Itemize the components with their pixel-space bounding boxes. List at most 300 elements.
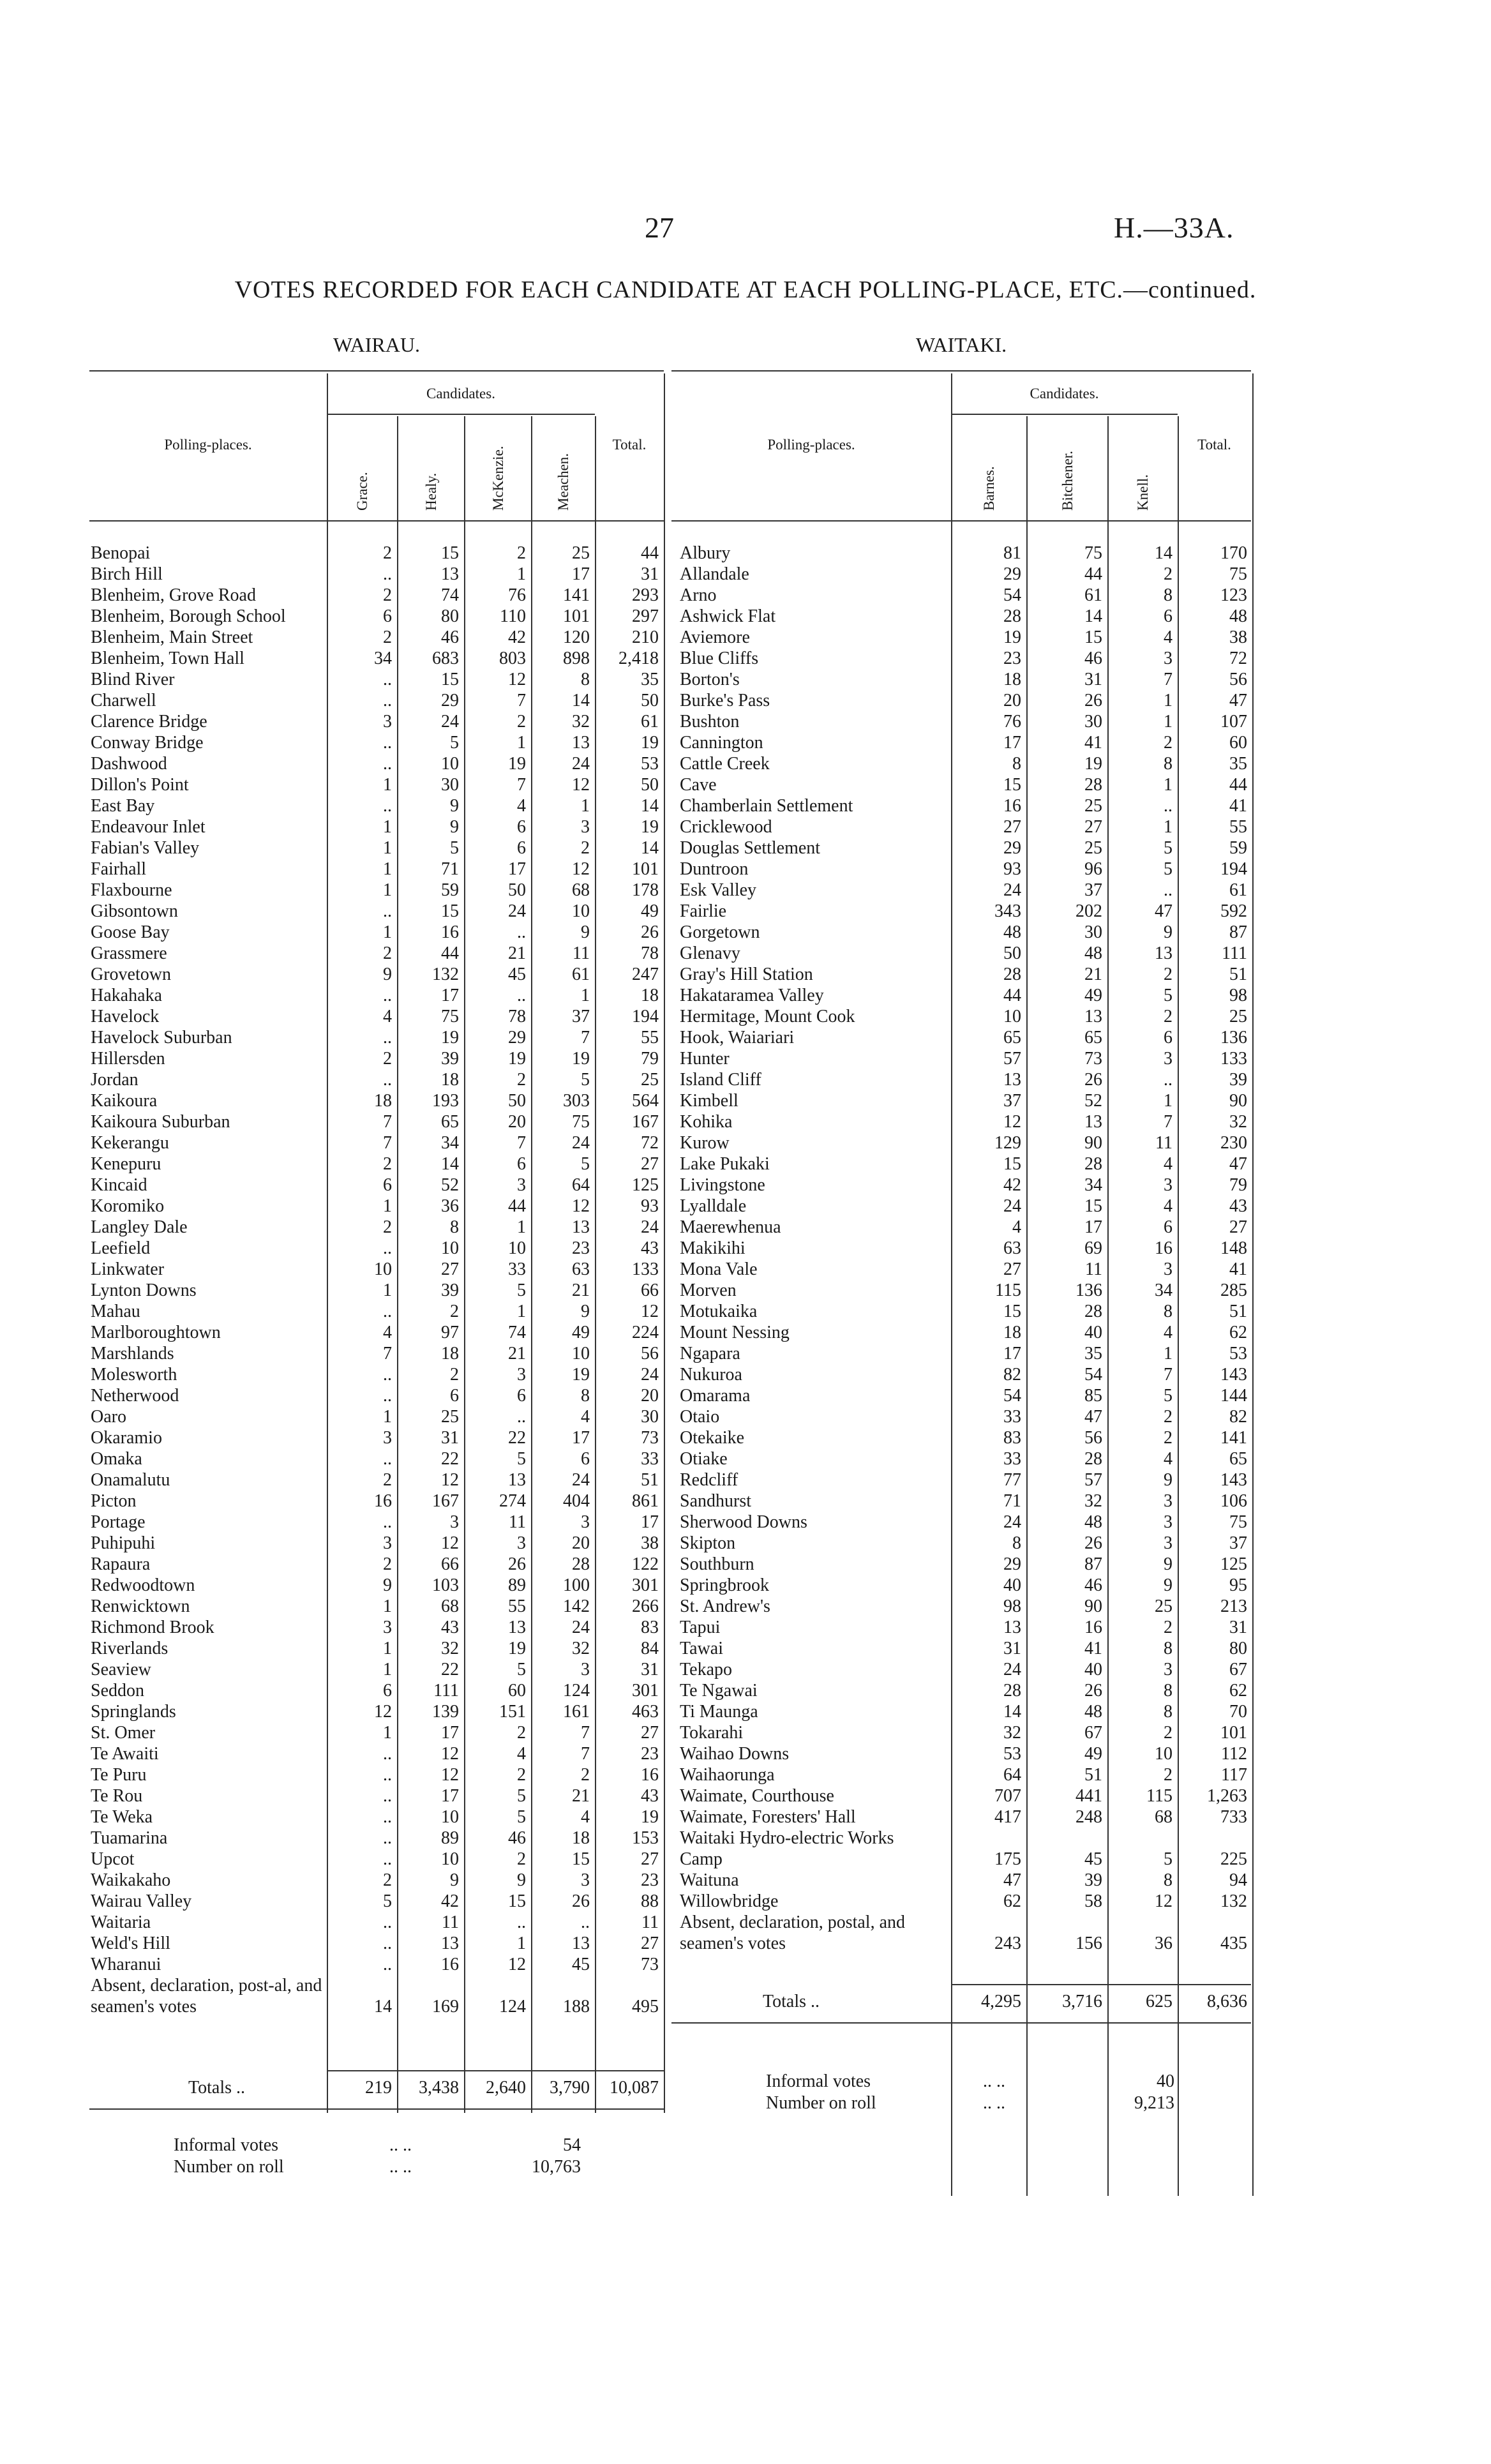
wairau-cell: 39 xyxy=(441,1049,459,1069)
wairau-cell: 5 xyxy=(383,1891,392,1911)
waitaki-cell: 40 xyxy=(1084,1660,1102,1679)
wairau-bottom-rule xyxy=(89,2108,664,2110)
waitaki-row xyxy=(0,1364,1491,1385)
wairau-cell: 23 xyxy=(641,1870,659,1890)
waitaki-cell: 44 xyxy=(1229,775,1247,795)
waitaki-cell: 194 xyxy=(1220,859,1247,879)
waitaki-row xyxy=(0,732,1491,753)
wairau-polling-place: Lynton Downs xyxy=(91,1281,197,1300)
waitaki-row xyxy=(0,922,1491,943)
waitaki-polling-place: Cricklewood xyxy=(680,817,772,837)
waitaki-polling-place: Waitaki Hydro-electric Works Camp xyxy=(680,1828,894,1869)
waitaki-polling-place: Nukuroa xyxy=(680,1365,742,1385)
wairau-cell: 1 xyxy=(581,796,590,816)
wairau-cell: 17 xyxy=(572,1428,590,1448)
waitaki-cell: 2 xyxy=(1164,1407,1173,1427)
wairau-cell: 7 xyxy=(517,691,526,710)
wairau-cell: 36 xyxy=(441,1196,459,1216)
wairau-polling-place: Waikakaho xyxy=(91,1870,171,1890)
waitaki-row xyxy=(0,1111,1491,1132)
wairau-cell: .. xyxy=(517,1407,526,1427)
waitaki-cell: 68 xyxy=(1155,1807,1173,1827)
wairau-cell: 49 xyxy=(641,901,659,921)
waitaki-header-rule xyxy=(671,520,1251,522)
waitaki-cell: 46 xyxy=(1084,649,1102,668)
waitaki-cell: 41 xyxy=(1229,1259,1247,1279)
wairau-cell: 7 xyxy=(581,1723,590,1743)
wairau-roll-dots: .. .. xyxy=(389,2157,412,2177)
waitaki-cell: 117 xyxy=(1221,1765,1247,1785)
wairau-cell: .. xyxy=(383,1955,392,1974)
wairau-cell: 5 xyxy=(517,1786,526,1806)
wairau-cell: 2 xyxy=(517,712,526,732)
wairau-cell: 10 xyxy=(441,1238,459,1258)
waitaki-cell: 39 xyxy=(1084,1870,1102,1890)
waitaki-cell: 98 xyxy=(1003,1596,1021,1616)
waitaki-polling-place: Springbrook xyxy=(680,1575,769,1595)
waitaki-polling-place: Cattle Creek xyxy=(680,754,770,774)
waitaki-cell: 94 xyxy=(1229,1870,1247,1890)
waitaki-polling-place: Mona Vale xyxy=(680,1259,758,1279)
wairau-cell: 24 xyxy=(441,712,459,732)
wairau-cell: 1 xyxy=(517,564,526,584)
wairau-polling-place: Charwell xyxy=(91,691,156,710)
wairau-cell: 93 xyxy=(641,1196,659,1216)
waitaki-cell: 53 xyxy=(1003,1744,1021,1764)
wairau-cell: 5 xyxy=(517,1281,526,1300)
waitaki-cell: 17 xyxy=(1003,733,1021,753)
wairau-cell: 3 xyxy=(450,1512,459,1532)
waitaki-cell: 6 xyxy=(1164,606,1173,626)
wairau-cell: 6 xyxy=(517,1154,526,1174)
wairau-cell: 12 xyxy=(441,1470,459,1490)
waitaki-cell: 8 xyxy=(1164,1302,1173,1321)
wairau-polling-place: Langley Dale xyxy=(91,1217,188,1237)
wairau-cell: 12 xyxy=(572,859,590,879)
wairau-cell: 9 xyxy=(450,817,459,837)
waitaki-cell: 8 xyxy=(1164,1639,1173,1658)
wairau-polling-place: Grovetown xyxy=(91,965,171,984)
wairau-cell: 9 xyxy=(383,965,392,984)
wairau-cell: 49 xyxy=(572,1323,590,1342)
waitaki-row xyxy=(0,774,1491,795)
wairau-cell: 24 xyxy=(508,901,526,921)
waitaki-row xyxy=(0,1891,1491,1912)
wairau-cell: .. xyxy=(383,1449,392,1469)
waitaki-polling-place: Waihao Downs xyxy=(680,1744,790,1764)
waitaki-cell: 4 xyxy=(1164,1323,1173,1342)
waitaki-polling-place: Hermitage, Mount Cook xyxy=(680,1007,855,1026)
waitaki-row xyxy=(0,564,1491,585)
waitaki-cell: 6 xyxy=(1164,1217,1173,1237)
wairau-cell: 21 xyxy=(572,1281,590,1300)
waitaki-cell: 28 xyxy=(1003,965,1021,984)
waitaki-cell: 27 xyxy=(1229,1217,1247,1237)
wairau-header-rule xyxy=(89,520,664,522)
waitaki-cell: 49 xyxy=(1084,1744,1102,1764)
waitaki-cell: 52 xyxy=(1084,1091,1102,1111)
wairau-cell: 120 xyxy=(563,627,590,647)
waitaki-totals-label: Totals .. xyxy=(763,1992,820,2011)
wairau-cell: 18 xyxy=(441,1070,459,1090)
wairau-cell: 5 xyxy=(517,1660,526,1679)
wairau-cell: 30 xyxy=(441,775,459,795)
wairau-polling-place: Hakahaka xyxy=(91,986,162,1005)
wairau-cell: 24 xyxy=(641,1217,659,1237)
waitaki-row xyxy=(0,1280,1491,1301)
wairau-cell: 3 xyxy=(383,1428,392,1448)
waitaki-row xyxy=(0,1132,1491,1153)
wairau-cell: 11 xyxy=(573,943,590,963)
waitaki-cell: 75 xyxy=(1084,543,1102,563)
wairau-polling-place: Kenepuru xyxy=(91,1154,161,1174)
waitaki-cell: 2 xyxy=(1164,733,1173,753)
waitaki-polling-place: Tapui xyxy=(680,1618,721,1637)
waitaki-cell: 28 xyxy=(1084,775,1102,795)
waitaki-cell: 31 xyxy=(1003,1639,1021,1658)
waitaki-row xyxy=(0,901,1491,922)
waitaki-cell: 17 xyxy=(1003,1344,1021,1363)
wairau-cell: 1 xyxy=(517,1217,526,1237)
waitaki-polling-place: Lake Pukaki xyxy=(680,1154,770,1174)
wairau-polling-places-header: Polling-places. xyxy=(164,437,252,453)
wairau-cell: 66 xyxy=(641,1281,659,1300)
wairau-cell: 139 xyxy=(432,1702,459,1722)
wairau-cell: 169 xyxy=(432,1997,459,2017)
wairau-cell: 7 xyxy=(383,1344,392,1363)
waitaki-cell: 60 xyxy=(1229,733,1247,753)
wairau-polling-place: Riverlands xyxy=(91,1639,169,1658)
wairau-cell: 11 xyxy=(442,1912,459,1932)
wairau-cell: 3 xyxy=(581,817,590,837)
wairau-polling-place: Blenheim, Grove Road xyxy=(91,585,256,605)
wairau-cell: 19 xyxy=(641,1807,659,1827)
waitaki-cell: 9 xyxy=(1164,1470,1173,1490)
waitaki-row xyxy=(0,690,1491,711)
wairau-cell: 43 xyxy=(441,1618,459,1637)
wairau-cell: 10 xyxy=(441,754,459,774)
wairau-cell: 10 xyxy=(572,1344,590,1363)
waitaki-cell: 71 xyxy=(1003,1491,1021,1511)
wairau-cell: 266 xyxy=(632,1596,659,1616)
wairau-polling-place: Leefield xyxy=(91,1238,151,1258)
wairau-cell: 20 xyxy=(508,1112,526,1132)
wairau-cell: 293 xyxy=(632,585,659,605)
wairau-row xyxy=(0,1975,1491,2017)
waitaki-cell: 3 xyxy=(1164,1660,1173,1679)
waitaki-cell: 47 xyxy=(1003,1870,1021,1890)
waitaki-cell: 202 xyxy=(1075,901,1102,921)
waitaki-polling-place: Motukaika xyxy=(680,1302,758,1321)
wairau-cell: 18 xyxy=(572,1828,590,1848)
waitaki-cell: 26 xyxy=(1084,1070,1102,1090)
waitaki-cell: 36 xyxy=(1155,1934,1173,1953)
waitaki-total-value: 4,295 xyxy=(981,1992,1021,2011)
wairau-cell: 6 xyxy=(517,817,526,837)
wairau-cell: 19 xyxy=(441,1028,459,1048)
waitaki-polling-place: Lyalldale xyxy=(680,1196,747,1216)
waitaki-cell: 144 xyxy=(1220,1386,1247,1406)
waitaki-cell: 4 xyxy=(1164,627,1173,647)
waitaki-cell: 24 xyxy=(1003,1196,1021,1216)
waitaki-polling-place: Waimate, Courthouse xyxy=(680,1786,834,1806)
waitaki-cell: 16 xyxy=(1155,1238,1173,1258)
waitaki-cell: 285 xyxy=(1220,1281,1247,1300)
waitaki-cell: 4 xyxy=(1164,1154,1173,1174)
waitaki-cell: 156 xyxy=(1075,1934,1102,1953)
wairau-polling-place: Weld's Hill xyxy=(91,1934,170,1953)
waitaki-cell: 48 xyxy=(1084,1512,1102,1532)
waitaki-row xyxy=(0,1722,1491,1743)
waitaki-row xyxy=(0,1069,1491,1090)
wairau-cell: 7 xyxy=(517,775,526,795)
wairau-totals-rule xyxy=(327,2070,664,2071)
waitaki-cell: 27 xyxy=(1003,1259,1021,1279)
waitaki-cell: 83 xyxy=(1003,1428,1021,1448)
waitaki-cell: .. xyxy=(1164,796,1173,816)
wairau-cell: 5 xyxy=(517,1449,526,1469)
wairau-cell: 27 xyxy=(641,1934,659,1953)
wairau-cell: 78 xyxy=(641,943,659,963)
wairau-polling-place: Seddon xyxy=(91,1681,144,1701)
wairau-total-value: 2,640 xyxy=(486,2078,526,2098)
waitaki-polling-place: Southburn xyxy=(680,1554,754,1574)
waitaki-polling-place: Makikihi xyxy=(680,1238,746,1258)
waitaki-row xyxy=(0,1912,1491,1954)
wairau-cell: 124 xyxy=(499,1997,526,2017)
waitaki-polling-place: Tokarahi xyxy=(680,1723,744,1743)
waitaki-cell: 48 xyxy=(1003,922,1021,942)
waitaki-polling-place: Arno xyxy=(680,585,717,605)
waitaki-cell: 46 xyxy=(1084,1575,1102,1595)
waitaki-polling-place: Douglas Settlement xyxy=(680,838,821,858)
waitaki-cell: 41 xyxy=(1084,1639,1102,1658)
wairau-cell: 22 xyxy=(508,1428,526,1448)
wairau-cell: 26 xyxy=(641,922,659,942)
wairau-cell: 1 xyxy=(383,1196,392,1216)
wairau-cell: .. xyxy=(383,670,392,689)
waitaki-cell: 57 xyxy=(1084,1470,1102,1490)
waitaki-cell: 48 xyxy=(1084,943,1102,963)
wairau-polling-place: Birch Hill xyxy=(91,564,163,584)
waitaki-cell: 82 xyxy=(1003,1365,1021,1385)
wairau-cell: 20 xyxy=(641,1386,659,1406)
waitaki-polling-place: Te Ngawai xyxy=(680,1681,758,1701)
wairau-cell: 29 xyxy=(508,1028,526,1048)
wairau-cell: 78 xyxy=(508,1007,526,1026)
wairau-cell: 24 xyxy=(572,1133,590,1153)
waitaki-row xyxy=(0,1406,1491,1427)
wairau-totals-label: Totals .. xyxy=(188,2078,246,2098)
wairau-cell: 19 xyxy=(508,1639,526,1658)
waitaki-cell: 5 xyxy=(1164,1849,1173,1869)
wairau-cell: 52 xyxy=(441,1175,459,1195)
waitaki-cell: 15 xyxy=(1003,775,1021,795)
waitaki-cell: 733 xyxy=(1220,1807,1247,1827)
wairau-cell: 76 xyxy=(508,585,526,605)
waitaki-cell: 55 xyxy=(1229,817,1247,837)
waitaki-cell: 2 xyxy=(1164,1765,1173,1785)
waitaki-cell: 18 xyxy=(1003,1323,1021,1342)
waitaki-row xyxy=(0,795,1491,816)
waitaki-cell: 1 xyxy=(1164,775,1173,795)
wairau-cell: 1 xyxy=(383,1639,392,1658)
waitaki-candidate-barnes: Barnes. xyxy=(981,466,997,511)
wairau-cell: 6 xyxy=(383,1175,392,1195)
wairau-polling-place: Dillon's Point xyxy=(91,775,189,795)
waitaki-cell: 40 xyxy=(1003,1575,1021,1595)
wairau-cell: 122 xyxy=(632,1554,659,1574)
waitaki-cell: 48 xyxy=(1229,606,1247,626)
wairau-cell: 6 xyxy=(383,606,392,626)
wairau-cell: 9 xyxy=(517,1870,526,1890)
waitaki-cell: 115 xyxy=(995,1281,1021,1300)
wairau-polling-place: Blenheim, Borough School xyxy=(91,606,286,626)
waitaki-cell: 5 xyxy=(1164,986,1173,1005)
waitaki-cell: 25 xyxy=(1084,796,1102,816)
wairau-cell: 17 xyxy=(441,1786,459,1806)
waitaki-cell: 1 xyxy=(1164,817,1173,837)
waitaki-cell: 1 xyxy=(1164,1344,1173,1363)
waitaki-cell: 28 xyxy=(1084,1302,1102,1321)
wairau-cell: 50 xyxy=(508,880,526,900)
wairau-cell: 6 xyxy=(450,1386,459,1406)
waitaki-cell: 87 xyxy=(1229,922,1247,942)
wairau-total-value: 3,790 xyxy=(550,2078,590,2098)
wairau-cell: .. xyxy=(383,986,392,1005)
wairau-cell: 19 xyxy=(572,1365,590,1385)
waitaki-total-value: 8,636 xyxy=(1207,1992,1247,2011)
waitaki-row xyxy=(0,1153,1491,1175)
wairau-cell: 8 xyxy=(450,1217,459,1237)
waitaki-polling-place: Waituna xyxy=(680,1870,739,1890)
wairau-cell: 71 xyxy=(441,859,459,879)
wairau-polling-place: Te Awaiti xyxy=(91,1744,159,1764)
waitaki-roll-dots: .. .. xyxy=(983,2093,1005,2113)
waitaki-cell: 15 xyxy=(1084,1196,1102,1216)
wairau-cell: 39 xyxy=(441,1281,459,1300)
wairau-cell: 7 xyxy=(383,1112,392,1132)
waitaki-row xyxy=(0,1617,1491,1638)
wairau-cell: 6 xyxy=(383,1681,392,1701)
waitaki-row xyxy=(0,816,1491,838)
wairau-polling-place: Onamalutu xyxy=(91,1470,170,1490)
wairau-cell: 46 xyxy=(508,1828,526,1848)
wairau-cell: 3 xyxy=(581,1512,590,1532)
waitaki-cell: 8 xyxy=(1164,1870,1173,1890)
wairau-cell: .. xyxy=(581,1912,590,1932)
waitaki-cell: 148 xyxy=(1220,1238,1247,1258)
wairau-cell: 2 xyxy=(383,627,392,647)
waitaki-cell: 42 xyxy=(1003,1175,1021,1195)
waitaki-cell: 73 xyxy=(1084,1049,1102,1069)
waitaki-cell: 5 xyxy=(1164,838,1173,858)
wairau-cell: 32 xyxy=(572,1639,590,1658)
waitaki-cell: 230 xyxy=(1220,1133,1247,1153)
wairau-cell: 14 xyxy=(441,1154,459,1174)
waitaki-row xyxy=(0,543,1491,564)
wairau-cell: 13 xyxy=(508,1470,526,1490)
waitaki-cell: 28 xyxy=(1003,606,1021,626)
waitaki-cell: 37 xyxy=(1084,880,1102,900)
wairau-polling-place: Dashwood xyxy=(91,754,167,774)
wairau-cell: .. xyxy=(383,1238,392,1258)
wairau-cell: 61 xyxy=(641,712,659,732)
wairau-cell: 38 xyxy=(641,1533,659,1553)
wairau-polling-place: St. Omer xyxy=(91,1723,156,1743)
wairau-polling-place: East Bay xyxy=(91,796,155,816)
waitaki-cell: 15 xyxy=(1003,1154,1021,1174)
wairau-polling-place: Okaramio xyxy=(91,1428,162,1448)
wairau-cell: .. xyxy=(383,1302,392,1321)
wairau-cell: 898 xyxy=(563,649,590,668)
waitaki-cell: 16 xyxy=(1003,796,1021,816)
wairau-cell: 110 xyxy=(500,606,526,626)
waitaki-cell: 13 xyxy=(1155,943,1173,963)
waitaki-cell: 7 xyxy=(1164,1365,1173,1385)
wairau-cell: 15 xyxy=(441,670,459,689)
waitaki-cell: 707 xyxy=(994,1786,1021,1806)
wairau-cell: .. xyxy=(383,1912,392,1932)
wairau-cell: 495 xyxy=(632,1997,659,2017)
wairau-cell: 2 xyxy=(383,1870,392,1890)
waitaki-top-rule xyxy=(671,370,1251,372)
waitaki-cell: 67 xyxy=(1229,1660,1247,1679)
waitaki-candidates-rule xyxy=(951,414,1178,415)
wairau-cell: 463 xyxy=(632,1702,659,1722)
waitaki-polling-place: Sherwood Downs xyxy=(680,1512,807,1532)
waitaki-row xyxy=(0,606,1491,627)
wairau-cell: 17 xyxy=(641,1512,659,1532)
wairau-cell: 43 xyxy=(641,1786,659,1806)
wairau-cell: 89 xyxy=(508,1575,526,1595)
waitaki-polling-place: Tekapo xyxy=(680,1660,733,1679)
waitaki-polling-place: Mount Nessing xyxy=(680,1323,790,1342)
wairau-cell: 17 xyxy=(441,1723,459,1743)
waitaki-polling-place: Otaio xyxy=(680,1407,720,1427)
wairau-cell: 10 xyxy=(374,1259,392,1279)
wairau-cell: 141 xyxy=(563,585,590,605)
waitaki-row xyxy=(0,1343,1491,1364)
waitaki-cell: 51 xyxy=(1229,965,1247,984)
wairau-cell: 10 xyxy=(572,901,590,921)
wairau-total-value: 10,087 xyxy=(610,2078,659,2098)
waitaki-cell: 65 xyxy=(1003,1028,1021,1048)
waitaki-row xyxy=(0,1301,1491,1322)
waitaki-cell: 38 xyxy=(1229,627,1247,647)
wairau-polling-place: Wairau Valley xyxy=(91,1891,192,1911)
waitaki-totals-rule xyxy=(951,1984,1251,1985)
waitaki-cell: 37 xyxy=(1003,1091,1021,1111)
wairau-cell: 13 xyxy=(441,564,459,584)
waitaki-cell: 47 xyxy=(1155,901,1173,921)
wairau-cell: 83 xyxy=(641,1618,659,1637)
wairau-cell: 3 xyxy=(581,1870,590,1890)
wairau-polling-place: Conway Bridge xyxy=(91,733,204,753)
waitaki-cell: 30 xyxy=(1084,922,1102,942)
wairau-polling-place: Te Puru xyxy=(91,1765,147,1785)
waitaki-cell: 225 xyxy=(1220,1849,1247,1869)
wairau-polling-place: Benopai xyxy=(91,543,151,563)
wairau-cell: 51 xyxy=(641,1470,659,1490)
wairau-cell: 74 xyxy=(508,1323,526,1342)
waitaki-cell: 6 xyxy=(1164,1028,1173,1048)
wairau-cell: 7 xyxy=(517,1133,526,1153)
wairau-polling-place: Grassmere xyxy=(91,943,167,963)
wairau-polling-place: Wharanui xyxy=(91,1955,161,1974)
waitaki-row xyxy=(0,1469,1491,1491)
waitaki-cell: 132 xyxy=(1220,1891,1247,1911)
